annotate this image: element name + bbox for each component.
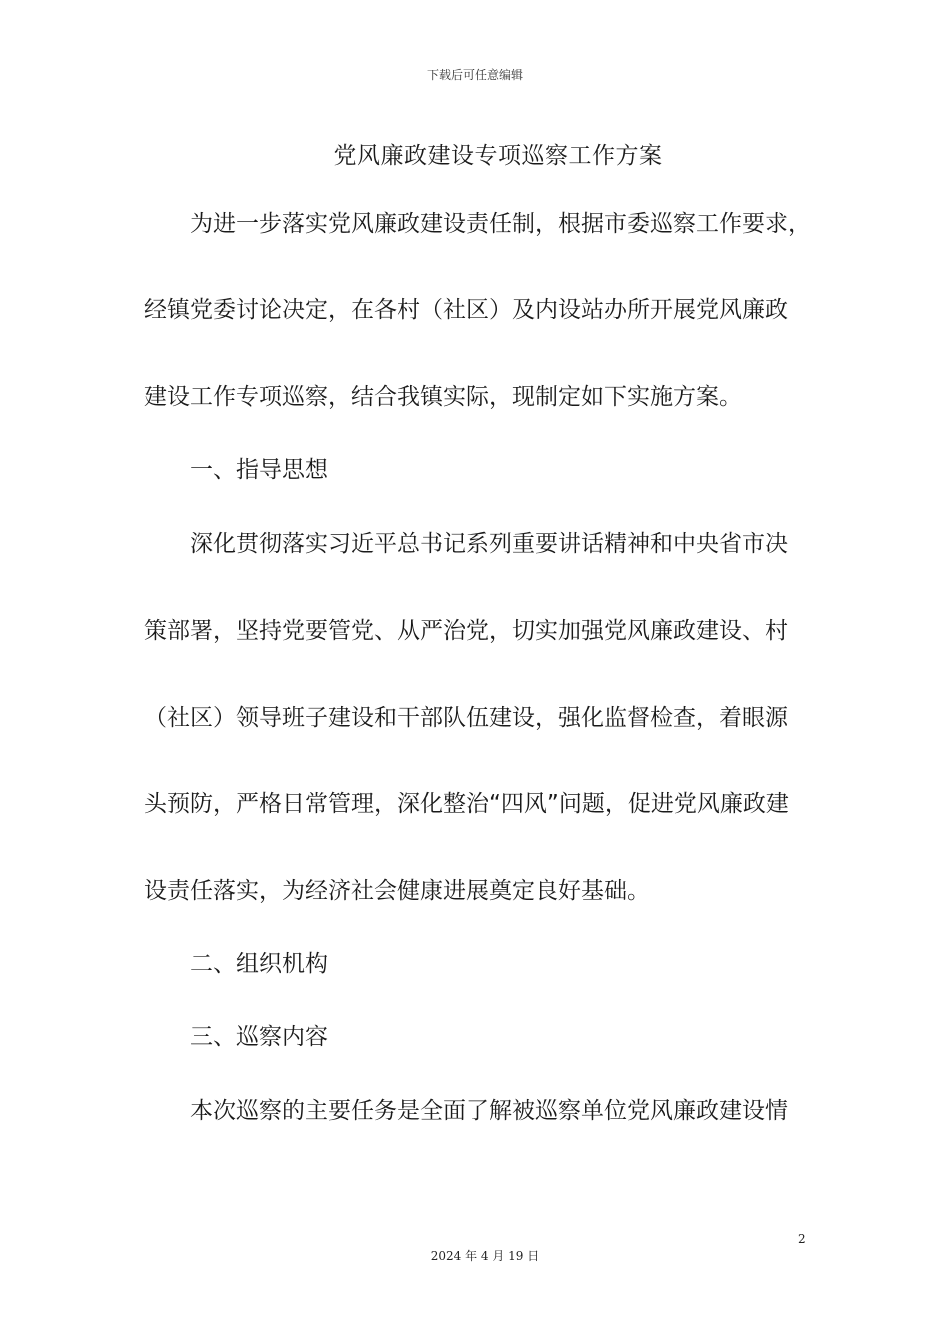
body-line: （社区）领导班子建设和干部队伍建设，强化监督检查，着眼源	[144, 705, 788, 731]
document-title: 党风廉政建设专项巡察工作方案	[333, 143, 663, 169]
body-line: 本次巡察的主要任务是全面了解被巡察单位党风廉政建设情	[190, 1098, 788, 1124]
body-line: 深化贯彻落实习近平总书记系列重要讲话精神和中央省市决	[190, 531, 788, 557]
section-heading-inspection-content: 三、巡察内容	[190, 1024, 328, 1050]
body-line: 经镇党委讨论决定，在各村（社区）及内设站办所开展党风廉政	[144, 297, 788, 323]
page-number: 2	[798, 1232, 806, 1246]
body-line: 设责任落实，为经济社会健康进展奠定良好基础。	[144, 878, 650, 904]
header-note: 下载后可任意编辑	[426, 68, 523, 82]
footer-date: 2024 年 4 月 19 日	[430, 1249, 540, 1263]
body-line: 为进一步落实党风廉政建设责任制，根据市委巡察工作要求，	[190, 211, 811, 237]
section-heading-organization: 二、组织机构	[190, 951, 328, 977]
body-line: 头预防，严格日常管理，深化整治“四风”问题，促进党风廉政建	[144, 791, 789, 817]
body-line: 建设工作专项巡察，结合我镇实际，现制定如下实施方案。	[144, 384, 742, 410]
section-heading-guiding-ideology: 一、指导思想	[190, 457, 328, 483]
body-line: 策部署，坚持党要管党、从严治党，切实加强党风廉政建设、村	[144, 618, 788, 644]
